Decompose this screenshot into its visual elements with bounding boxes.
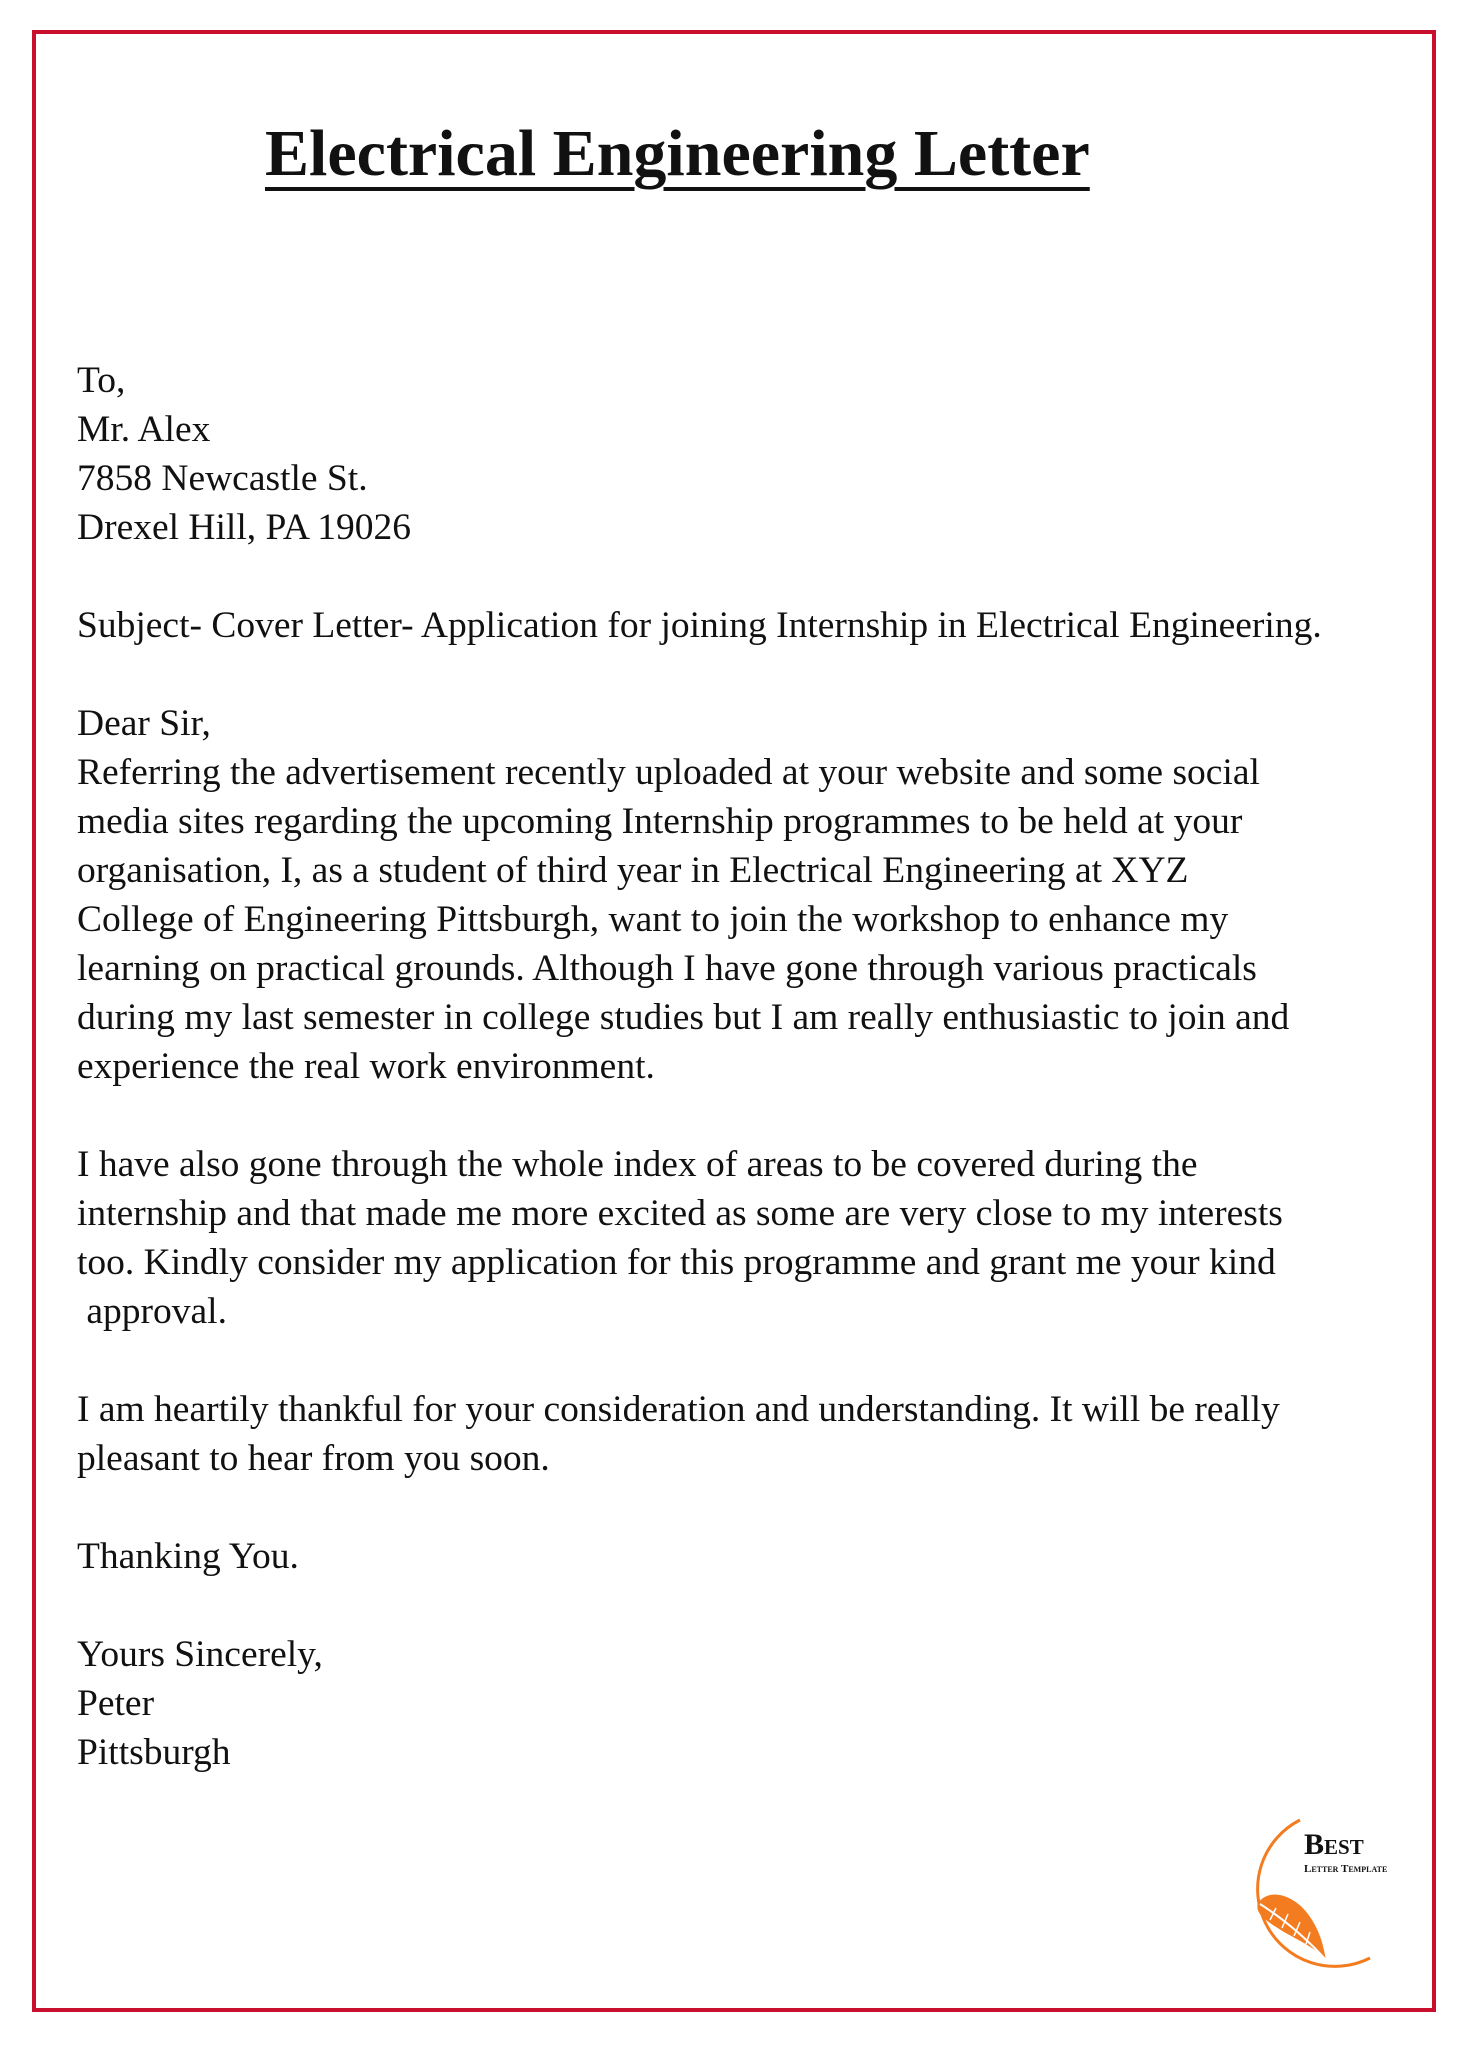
letter-greeting: Dear Sir, <box>77 703 211 744</box>
paragraph-line: too. Kindly consider my application for this programme and grant me your kind <box>77 1242 1276 1283</box>
best-letter-template-logo <box>1220 1808 1420 1968</box>
paragraph-1 <box>77 748 1437 1091</box>
logo-brand-word: Best <box>1304 1828 1364 1861</box>
recipient-to: To, <box>77 360 126 401</box>
paragraph-line: I am heartily thankful for your consideration and understanding. It will be really <box>77 1389 1280 1430</box>
thanks-line: Thanking You. <box>77 1536 299 1577</box>
recipient-name: Mr. Alex <box>77 409 211 450</box>
paragraph-line: during my last semester in college studies but I am really enthusiastic to join and <box>77 997 1290 1038</box>
paragraph-2 <box>77 1140 1437 1336</box>
sender-city: Pittsburgh <box>77 1732 231 1773</box>
paragraph-line: organisation, I, as a student of third year in Electrical Engineering at XYZ <box>77 850 1189 891</box>
paragraph-line: learning on practical grounds. Although I have gone through various practicals <box>77 948 1257 989</box>
recipient-address-line2: Drexel Hill, PA 19026 <box>77 507 412 548</box>
closing-line: Yours Sincerely, <box>77 1634 323 1675</box>
paragraph-line: experience the real work environment. <box>77 1046 655 1087</box>
paragraph-3 <box>77 1385 1437 1483</box>
recipient-address-line1: 7858 Newcastle St. <box>77 458 368 499</box>
paragraph-line: Referring the advertisement recently uploaded at your website and some social <box>77 752 1260 793</box>
paragraph-line: approval. <box>77 1291 227 1332</box>
letter-subject: Subject- Cover Letter- Application for joining Internship in Electrical Engineering. <box>77 605 1322 646</box>
paragraph-line: pleasant to hear from you soon. <box>77 1438 550 1479</box>
logo-tagline: Letter Template <box>1304 1863 1388 1875</box>
letter-title: Electrical Engineering Letter <box>265 117 1090 190</box>
paragraph-line: I have also gone through the whole index of areas to be covered during the <box>77 1144 1198 1185</box>
paragraph-line: media sites regarding the upcoming Internship programmes to be held at your <box>77 801 1243 842</box>
sender-name: Peter <box>77 1683 155 1724</box>
paragraph-line: College of Engineering Pittsburgh, want to join the workshop to enhance my <box>77 899 1229 940</box>
letter-body <box>77 356 1437 1777</box>
paragraph-line: internship and that made me more excited as some are very close to my interests <box>77 1193 1283 1234</box>
